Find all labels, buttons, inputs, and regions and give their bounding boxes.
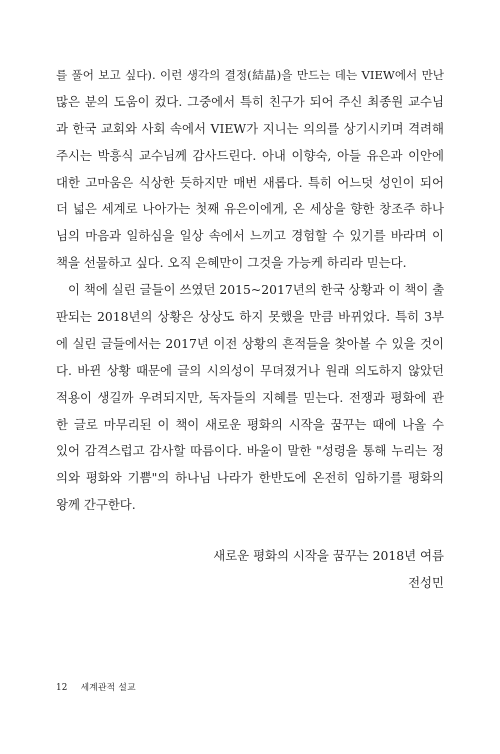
text-line: 과 한국 교회와 사회 속에서 VIEW가 지니는 의의를 상기시키며 격려해 (56, 120, 444, 136)
text-line: 있어 감격스럽고 감사할 따름이다. 바울이 말한 "성령을 통해 누리는 정 (56, 443, 444, 459)
text-line: 더 넓은 세계로 나아가는 첫째 유은이에게, 온 세상을 향한 창조주 하나 (56, 201, 444, 217)
text-line: 적용이 생길까 우려되지만, 독자들의 지혜를 믿는다. 전쟁과 평화에 관 (56, 389, 444, 405)
signature-author: 전성민 (408, 575, 444, 590)
text-line: 한 글로 마무리된 이 책이 새로운 평화의 시작을 꿈꾸는 때에 나올 수 (56, 416, 444, 432)
text-line: 주시는 박흥식 교수님께 감사드린다. 아내 이향숙, 아들 유은과 이안에 (56, 147, 444, 163)
book-title: 세계관적 설교 (80, 683, 136, 693)
text-line: 많은 분의 도움이 컸다. 그중에서 특히 친구가 되어 주신 최종원 교수님 (56, 93, 444, 109)
text-line: 왕께 간구한다. (56, 497, 136, 513)
text-line: 이 책에 실린 글들이 쓰였던 2015~2017년의 한국 상황과 이 책이 출 (68, 282, 445, 298)
text-line: 의와 평화와 기쁨"의 하나님 나라가 한반도에 온전히 임하기를 평화의 (56, 470, 444, 486)
text-line: 대한 고마움은 식상한 듯하지만 매번 새롭다. 특히 어느덧 성인이 되어 (56, 174, 444, 190)
text-line: 님의 마음과 일하심을 일상 속에서 느끼고 경험할 수 있기를 바라며 이 (56, 228, 444, 244)
body-text (56, 62, 444, 519)
page-number: 12 (56, 683, 68, 693)
text-line: 를 풀어 보고 싶다). 이런 생각의 결정(結晶)을 만드는 데는 VIEW에서 만난 (56, 68, 444, 82)
text-line: 다. 바뀐 상황 때문에 글의 시의성이 무뎌졌거나 원래 의도하지 않았던 (56, 362, 444, 378)
text-line: 에 실린 글들에서는 2017년 이전 상황의 흔적들을 찾아볼 수 있을 것이 (56, 335, 444, 351)
signature-date: 새로운 평화의 시작을 꿈꾸는 2018년 여름 (213, 548, 444, 563)
text-line: 책을 선물하고 싶다. 오직 은혜만이 그것을 가능케 하리라 믿는다. (56, 255, 407, 271)
page-footer (56, 680, 136, 693)
text-line: 판되는 2018년의 상황은 상상도 하지 못했을 만큼 바뀌었다. 특히 3부 (56, 309, 444, 325)
